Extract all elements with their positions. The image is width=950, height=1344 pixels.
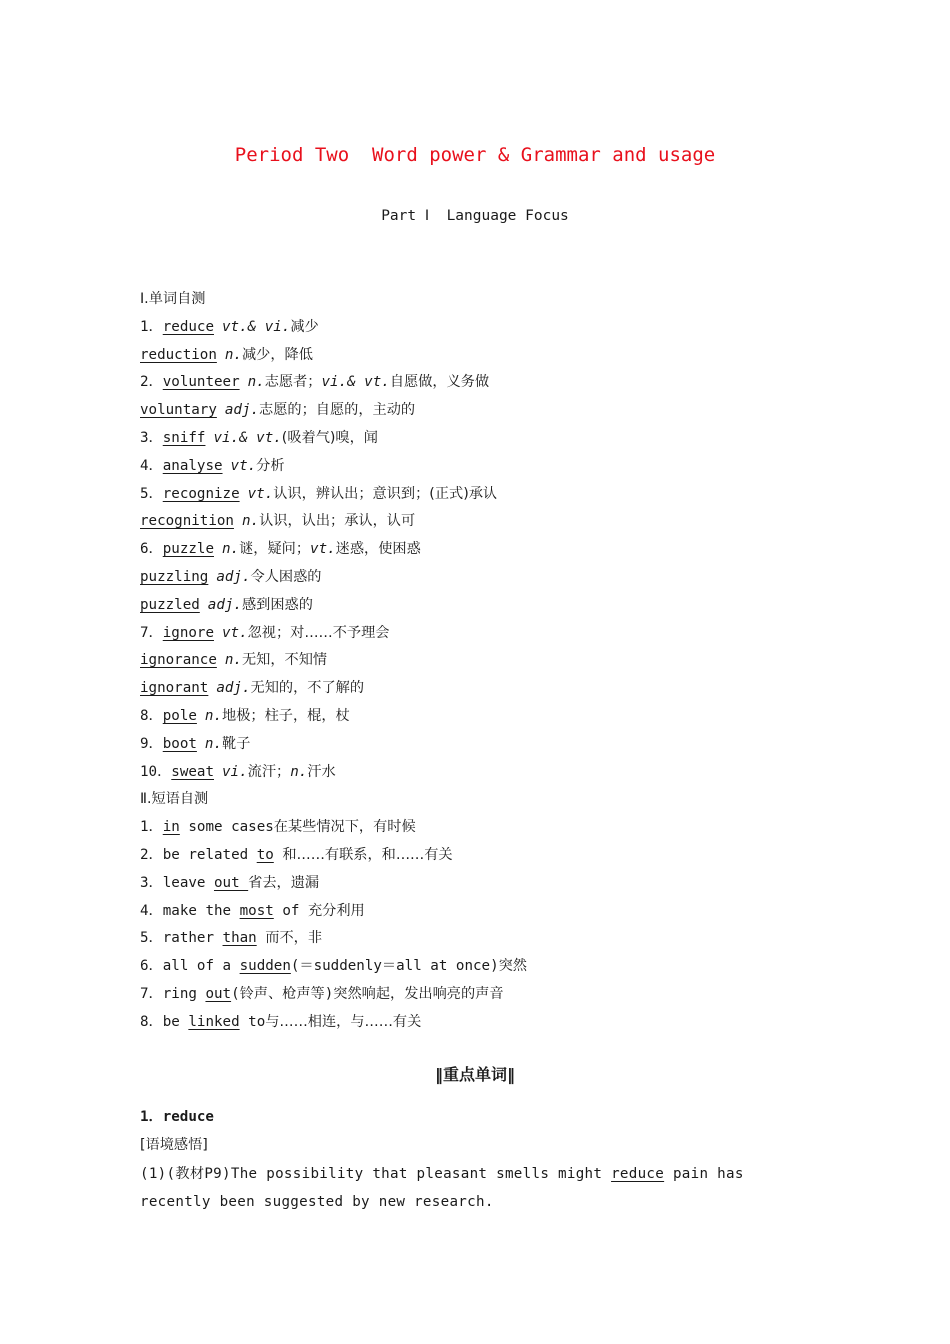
part-of-speech: vt.& vi. (221, 318, 291, 335)
phrase-entry (140, 953, 830, 981)
key-words-heading: ‖重点单词‖ (434, 1065, 515, 1084)
word-entry (140, 536, 830, 564)
definition: 汗水 (307, 763, 336, 780)
definition: 在某些情况下，有时候 (273, 819, 416, 836)
entry-word: recognize (162, 485, 240, 502)
phrase-entry (140, 842, 830, 870)
entry-word: reduction (140, 346, 217, 363)
word-entry (140, 759, 830, 787)
phrase-text: (＝suddenly＝all at once) (290, 958, 499, 975)
entry-word: volunteer (162, 374, 240, 391)
phrase-answer: to (256, 846, 274, 863)
word-entry (140, 675, 830, 703)
key-word-entry (140, 1104, 820, 1216)
phrase-answer: sudden (239, 958, 291, 975)
entry-word: ignore (162, 624, 214, 641)
phrase-answer: linked (188, 1013, 240, 1030)
definition: 谜，疑问； (239, 541, 311, 558)
phrase-answer: than (222, 930, 257, 947)
word-entry (140, 731, 830, 759)
definition: 减少 (290, 318, 319, 335)
definition: 无知的，不了解的 (250, 680, 365, 697)
word-entry (140, 342, 830, 370)
phrase-text: ring (162, 985, 206, 1002)
definition: 突然响起，发出响亮的声音 (333, 985, 504, 1002)
part-of-speech: n. (290, 763, 308, 780)
phrase-list (140, 814, 830, 1036)
definition: 自愿做，义务做 (389, 374, 490, 391)
phrase-answer: out (213, 874, 249, 891)
context-label: [语境感悟] (140, 1136, 208, 1153)
entry-number: 1． (140, 318, 163, 335)
entry-number: 3． (140, 874, 163, 891)
entry-number: 2． (140, 846, 163, 863)
part-of-speech: adj. (207, 596, 242, 613)
phrase-text (257, 930, 266, 946)
word-entry (140, 592, 830, 620)
entry-number: 9． (140, 735, 163, 752)
part-of-speech: vi.& vt. (213, 429, 282, 446)
definition: 认识，认出；承认，认可 (259, 513, 416, 530)
part-of-speech: adj. (216, 680, 251, 697)
exercise-section (140, 286, 830, 1037)
definition: 令人困惑的 (250, 568, 322, 585)
definition: 认识，辨认出；意识到；(正式)承认 (273, 485, 498, 502)
phrase-answer: out (205, 985, 232, 1002)
part-of-speech: n. (247, 374, 265, 391)
phrase-entry (140, 981, 830, 1009)
entry-number: 3． (140, 429, 163, 446)
word-entry (140, 564, 830, 592)
example-prefix: (1)(教材P9)The possibility that pleasant smells might (140, 1165, 612, 1182)
definition: 减少，降低 (241, 346, 313, 363)
part-of-speech: n. (221, 541, 240, 558)
word-entry (140, 647, 830, 675)
part-of-speech: adj. (216, 568, 251, 585)
definition: 而不，非 (265, 930, 323, 947)
part-of-speech: n. (224, 346, 242, 363)
entry-number: 8． (140, 707, 163, 724)
part-of-speech: vi.& vt. (321, 374, 390, 391)
page-title: Period Two Word power & Grammar and usage (234, 144, 716, 166)
entry-number: 8． (140, 1013, 163, 1030)
definition: 迷惑，使困惑 (335, 541, 421, 558)
entry-word: voluntary (140, 402, 217, 419)
entry-number: 4． (140, 902, 163, 919)
definition: 充分利用 (307, 902, 365, 919)
definition: 靴子 (222, 735, 251, 752)
entry-word: pole (162, 707, 197, 724)
word-entry (140, 369, 830, 397)
entry-word: reduce (162, 318, 214, 335)
entry-number: 6． (140, 958, 163, 975)
word-entry (140, 314, 830, 342)
definition: 流汗； (247, 763, 291, 780)
phrase-text: make the (162, 902, 240, 919)
phrase-text: all of a (162, 958, 240, 975)
phrase-text: of (273, 902, 308, 919)
definition: 突然 (498, 958, 527, 975)
phrase-text: be (162, 1013, 189, 1030)
word-entry (140, 508, 830, 536)
entry-number: 10． (140, 763, 172, 780)
entry-number: 7． (140, 624, 163, 641)
phrase-entry (140, 925, 830, 953)
example-sentence (140, 1160, 820, 1216)
entry-number: 7． (140, 985, 163, 1002)
definition: 省去，遗漏 (248, 874, 320, 891)
entry-word: boot (162, 735, 197, 752)
word-entry (140, 397, 830, 425)
phrase-entry (140, 1009, 830, 1037)
entry-number: 5． (140, 485, 163, 502)
key-word-title: 1．reduce (140, 1109, 214, 1125)
example-answer: reduce (611, 1165, 665, 1182)
part-of-speech: adj. (224, 402, 260, 419)
section2-heading: Ⅱ.短语自测 (140, 791, 209, 808)
definition: 分析 (256, 457, 285, 474)
word-entry (140, 620, 830, 648)
word-list (140, 314, 830, 787)
phrase-text: to (239, 1013, 266, 1030)
definition: 忽视；对……不予理会 (247, 624, 390, 641)
phrase-text: be related (162, 846, 257, 863)
part-of-speech: vt. (247, 485, 274, 502)
entry-word: recognition (140, 513, 234, 530)
part-of-speech: n. (204, 735, 222, 752)
part-of-speech: vt. (221, 624, 248, 641)
entry-word: puzzled (140, 596, 200, 613)
entry-word: ignorant (140, 680, 209, 697)
part-of-speech: n. (241, 513, 260, 530)
part-of-speech: vt. (310, 541, 336, 558)
phrase-entry (140, 870, 830, 898)
phrase-entry (140, 814, 830, 842)
section1-heading: Ⅰ.单词自测 (140, 291, 206, 307)
phrase-text: some cases (179, 819, 274, 836)
definition: 志愿者； (264, 374, 322, 391)
entry-number: 6． (140, 541, 163, 558)
entry-word: ignorance (140, 652, 217, 669)
page-subtitle: Part Ⅰ Language Focus (381, 208, 569, 224)
phrase-text: rather (162, 930, 223, 947)
part-of-speech: vi. (222, 763, 248, 780)
word-entry (140, 425, 830, 453)
phrase-answer: in (162, 819, 180, 836)
definition: 志愿的；自愿的，主动的 (259, 402, 416, 419)
entry-word: sweat (171, 763, 214, 780)
entry-word: sniff (162, 429, 206, 446)
definition: 地极；柱子，棍，杖 (222, 707, 350, 724)
definition: 与……相连，与……有关 (265, 1013, 422, 1030)
definition: (吸着气)嗅，闻 (281, 429, 378, 446)
entry-number: 4． (140, 457, 163, 474)
phrase-text: (铃声、枪声等) (231, 985, 334, 1002)
entry-number: 1． (140, 819, 163, 836)
part-of-speech: vt. (230, 457, 257, 474)
word-entry (140, 481, 830, 509)
part-of-speech: n. (204, 707, 222, 724)
word-entry (140, 703, 830, 731)
word-entry (140, 453, 830, 481)
phrase-text: leave (162, 874, 214, 891)
entry-word: puzzling (140, 568, 209, 585)
entry-word: puzzle (162, 541, 214, 558)
definition: 和……有联系，和……有关 (282, 846, 453, 863)
part-of-speech: n. (224, 652, 242, 669)
phrase-entry (140, 898, 830, 926)
definition: 无知，不知情 (241, 652, 328, 669)
entry-number: 2． (140, 374, 163, 391)
definition: 感到困惑的 (241, 596, 313, 613)
phrase-answer: most (239, 902, 274, 919)
entry-word: analyse (162, 457, 223, 474)
entry-number: 5． (140, 930, 163, 947)
example-suffix: pain has recently been suggested by new research. (140, 1165, 744, 1210)
